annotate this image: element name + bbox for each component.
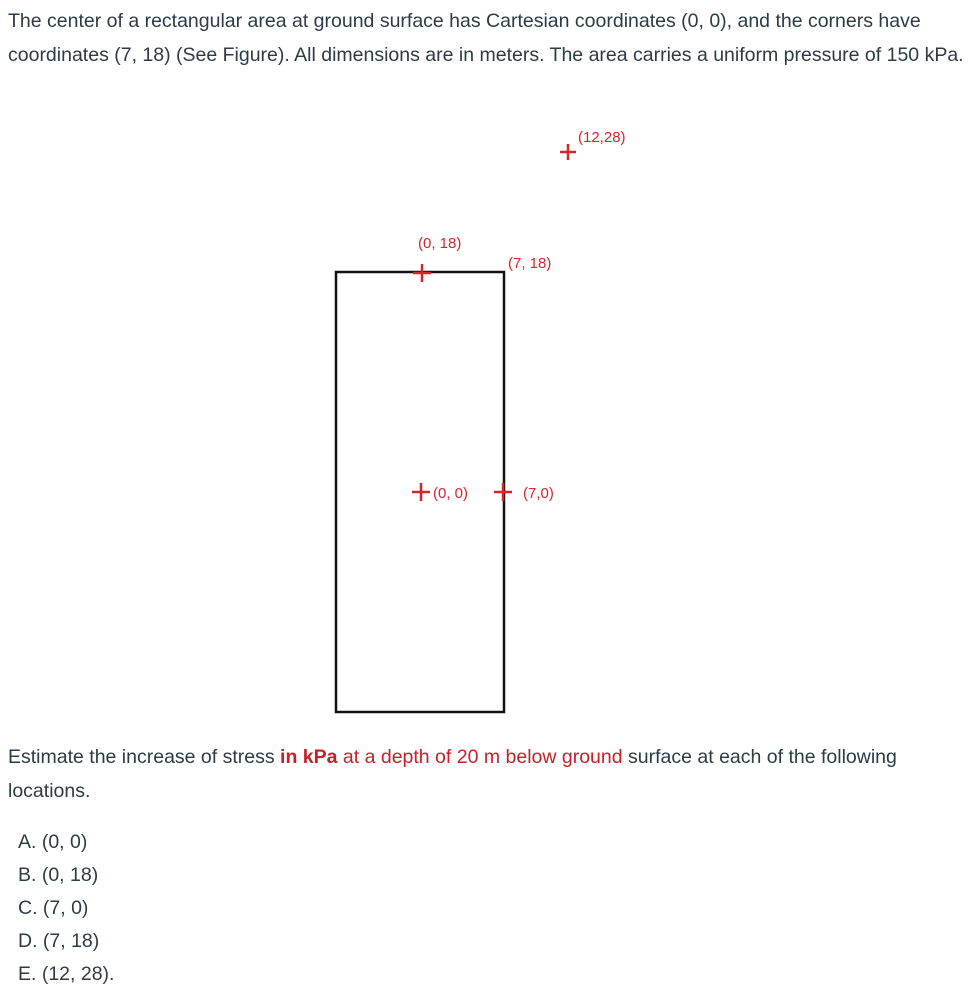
label-7-0: (7,0) (523, 485, 554, 502)
label-0-0: (0, 0) (433, 485, 469, 502)
location-options-list (18, 826, 114, 991)
question-text (8, 740, 958, 808)
question-unit-highlight: in kPa (280, 746, 338, 768)
question-part-1: Estimate the increase of stress (8, 746, 281, 768)
marker-0-18-icon (413, 264, 431, 282)
option-a: A. (0, 0) (18, 831, 88, 853)
marker-0-0-icon (412, 483, 430, 501)
label-0-18: (0, 18) (418, 235, 462, 252)
label-12-28: (12,28) (578, 129, 626, 146)
option-e: E. (12, 28). (18, 963, 115, 985)
marker-12-28-icon (560, 144, 576, 160)
question-part-4: surface at each of the following locations. (8, 746, 897, 802)
marker-7-0-icon (494, 483, 512, 501)
option-c: C. (7, 0) (18, 897, 89, 919)
option-b: B. (0, 18) (18, 864, 99, 886)
option-d: D. (7, 18) (18, 930, 100, 952)
problem-intro: The center of a rectangular area at ground surface has Cartesian coordinates (0, 0), and the corners have coordinates (7, 18) (See Figure). All dimensions are in meters. The area carries a uniform pressure of 150 kPa. (8, 10, 964, 66)
label-7-18: (7, 18) (508, 255, 552, 272)
question-depth-highlight: at a depth of 20 m below ground (337, 746, 623, 768)
